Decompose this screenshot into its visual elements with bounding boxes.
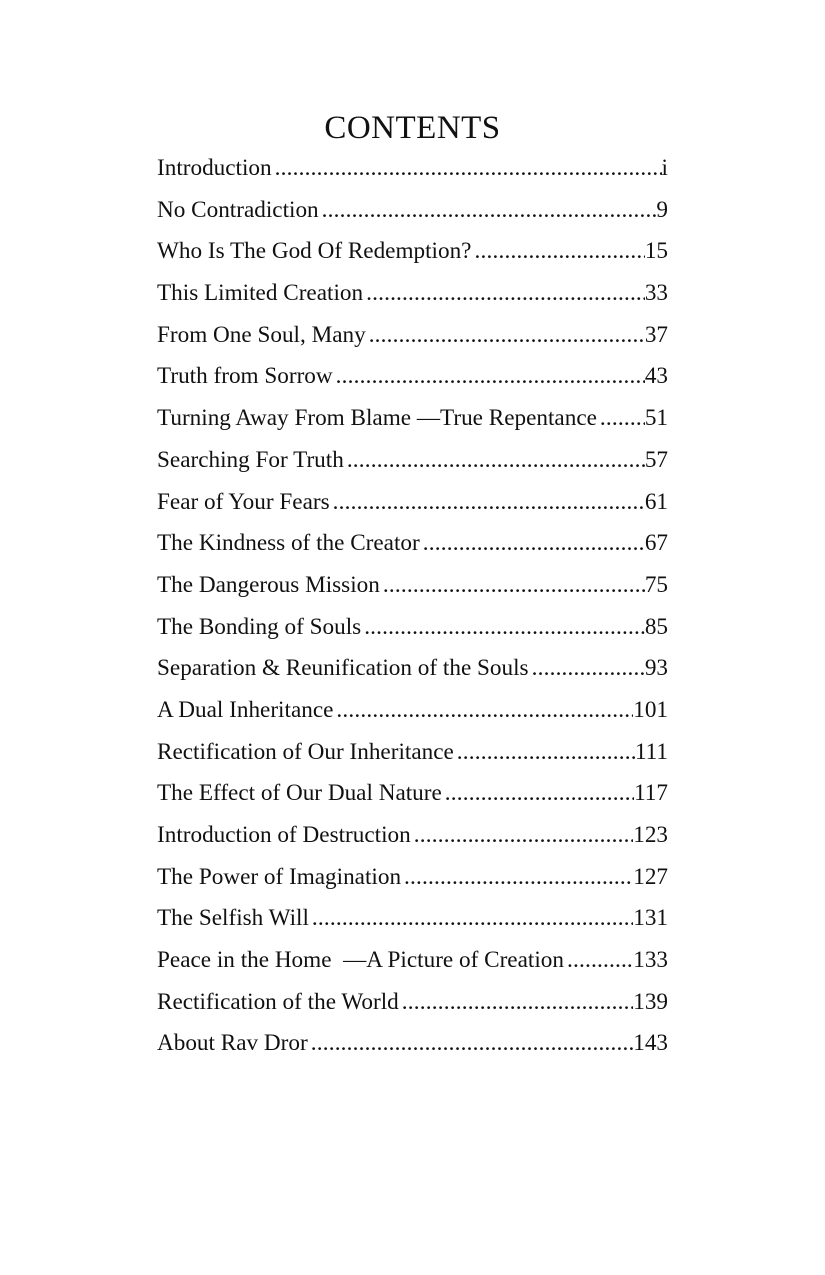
toc-entry-title: Searching For Truth: [157, 446, 344, 473]
toc-entry-page: 57: [644, 446, 668, 473]
dot-leader: [364, 610, 645, 644]
toc-entry-title: Introduction: [157, 155, 272, 181]
toc-entry[interactable]: [157, 735, 668, 777]
dot-leader: [457, 735, 635, 769]
toc-entry[interactable]: [157, 276, 668, 318]
toc-entry[interactable]: [157, 401, 668, 443]
toc-entry-title: Separation & Reunification of the Souls: [157, 655, 529, 682]
toc-entry[interactable]: [157, 1026, 668, 1068]
table-of-contents: [157, 151, 668, 1068]
toc-entry-title: Peace in the Home —A Picture of Creation: [157, 947, 564, 974]
toc-entry[interactable]: [157, 901, 668, 943]
dot-leader: [275, 151, 662, 185]
toc-entry[interactable]: [157, 443, 668, 485]
toc-entry-page: 33: [644, 280, 668, 307]
dot-leader: [474, 234, 644, 268]
toc-entry[interactable]: [157, 193, 668, 235]
toc-entry-title: About Rav Dror: [157, 1030, 308, 1057]
toc-entry[interactable]: [157, 359, 668, 401]
dot-leader: [322, 193, 657, 227]
dot-leader: [311, 1026, 634, 1060]
toc-entry-title: A Dual Inheritance: [157, 696, 334, 723]
toc-entry[interactable]: [157, 985, 668, 1027]
dot-leader: [567, 943, 633, 977]
toc-entry[interactable]: [157, 485, 668, 527]
toc-entry-page: 117: [634, 780, 668, 807]
dot-leader: [532, 651, 645, 685]
toc-entry[interactable]: [157, 860, 668, 902]
toc-entry-page: 37: [644, 321, 668, 348]
dot-leader: [383, 568, 645, 602]
toc-entry-page: 61: [644, 488, 668, 515]
dot-leader: [445, 776, 634, 810]
dot-leader: [423, 526, 645, 560]
dot-leader: [366, 276, 645, 310]
toc-entry-page: 111: [634, 738, 668, 765]
dot-leader: [404, 860, 633, 894]
toc-entry[interactable]: [157, 526, 668, 568]
toc-entry-title: Turning Away From Blame —True Repentance: [157, 405, 597, 432]
toc-entry-title: Truth from Sorrow: [157, 363, 333, 390]
toc-entry[interactable]: [157, 151, 668, 193]
dot-leader: [347, 443, 645, 477]
toc-entry-title: Rectification of Our Inheritance: [157, 738, 454, 765]
dot-leader: [414, 818, 634, 852]
toc-entry-title: The Kindness of the Creator: [157, 530, 420, 557]
toc-entry-page: 51: [644, 405, 668, 432]
dot-leader: [402, 985, 633, 1019]
toc-entry[interactable]: [157, 568, 668, 610]
toc-entry-page: 67: [644, 530, 668, 557]
toc-entry-title: This Limited Creation: [157, 280, 364, 307]
toc-entry-page: 15: [644, 238, 668, 265]
toc-entry-page: 93: [644, 655, 668, 682]
toc-entry[interactable]: [157, 776, 668, 818]
toc-entry-title: The Power of Imagination: [157, 863, 402, 890]
toc-entry[interactable]: [157, 651, 668, 693]
dot-leader: [600, 401, 645, 435]
toc-entry[interactable]: [157, 943, 668, 985]
page-title: CONTENTS: [324, 110, 501, 146]
toc-entry-title: No Contradiction: [157, 196, 319, 223]
toc-entry[interactable]: [157, 234, 668, 276]
toc-entry-title: Introduction of Destruction: [157, 822, 411, 848]
toc-entry[interactable]: [157, 610, 668, 652]
dot-leader: [312, 901, 633, 935]
toc-entry-title: Fear of Your Fears: [157, 488, 330, 515]
toc-entry-page: 139: [633, 988, 668, 1015]
toc-entry-page: 131: [633, 905, 668, 932]
toc-entry-page: 85: [644, 613, 668, 640]
toc-entry-page: 143: [633, 1030, 668, 1057]
dot-leader: [336, 359, 645, 393]
toc-entry-page: 127: [633, 863, 668, 890]
toc-entry-page: 75: [644, 571, 668, 598]
dot-leader: [333, 485, 645, 519]
toc-entry-page: 101: [633, 696, 668, 723]
toc-entry-title: The Effect of Our Dual Nature: [157, 780, 442, 807]
toc-entry[interactable]: [157, 818, 668, 860]
toc-entry[interactable]: [157, 318, 668, 360]
dot-leader: [336, 693, 633, 727]
toc-entry[interactable]: [157, 693, 668, 735]
toc-entry-page: 43: [644, 363, 668, 390]
toc-entry-title: Rectification of the World: [157, 988, 399, 1015]
toc-entry-page: i: [661, 155, 668, 181]
toc-entry-title: The Dangerous Mission: [157, 571, 380, 598]
toc-entry-page: 123: [633, 822, 668, 848]
toc-entry-page: 9: [656, 196, 668, 223]
toc-entry-title: From One Soul, Many: [157, 321, 366, 348]
toc-entry-title: The Selfish Will: [157, 905, 309, 932]
dot-leader: [369, 318, 645, 352]
toc-entry-title: Who Is The God Of Redemption?: [157, 238, 472, 265]
toc-entry-title: The Bonding of Souls: [157, 613, 362, 640]
toc-entry-page: 133: [633, 947, 668, 974]
